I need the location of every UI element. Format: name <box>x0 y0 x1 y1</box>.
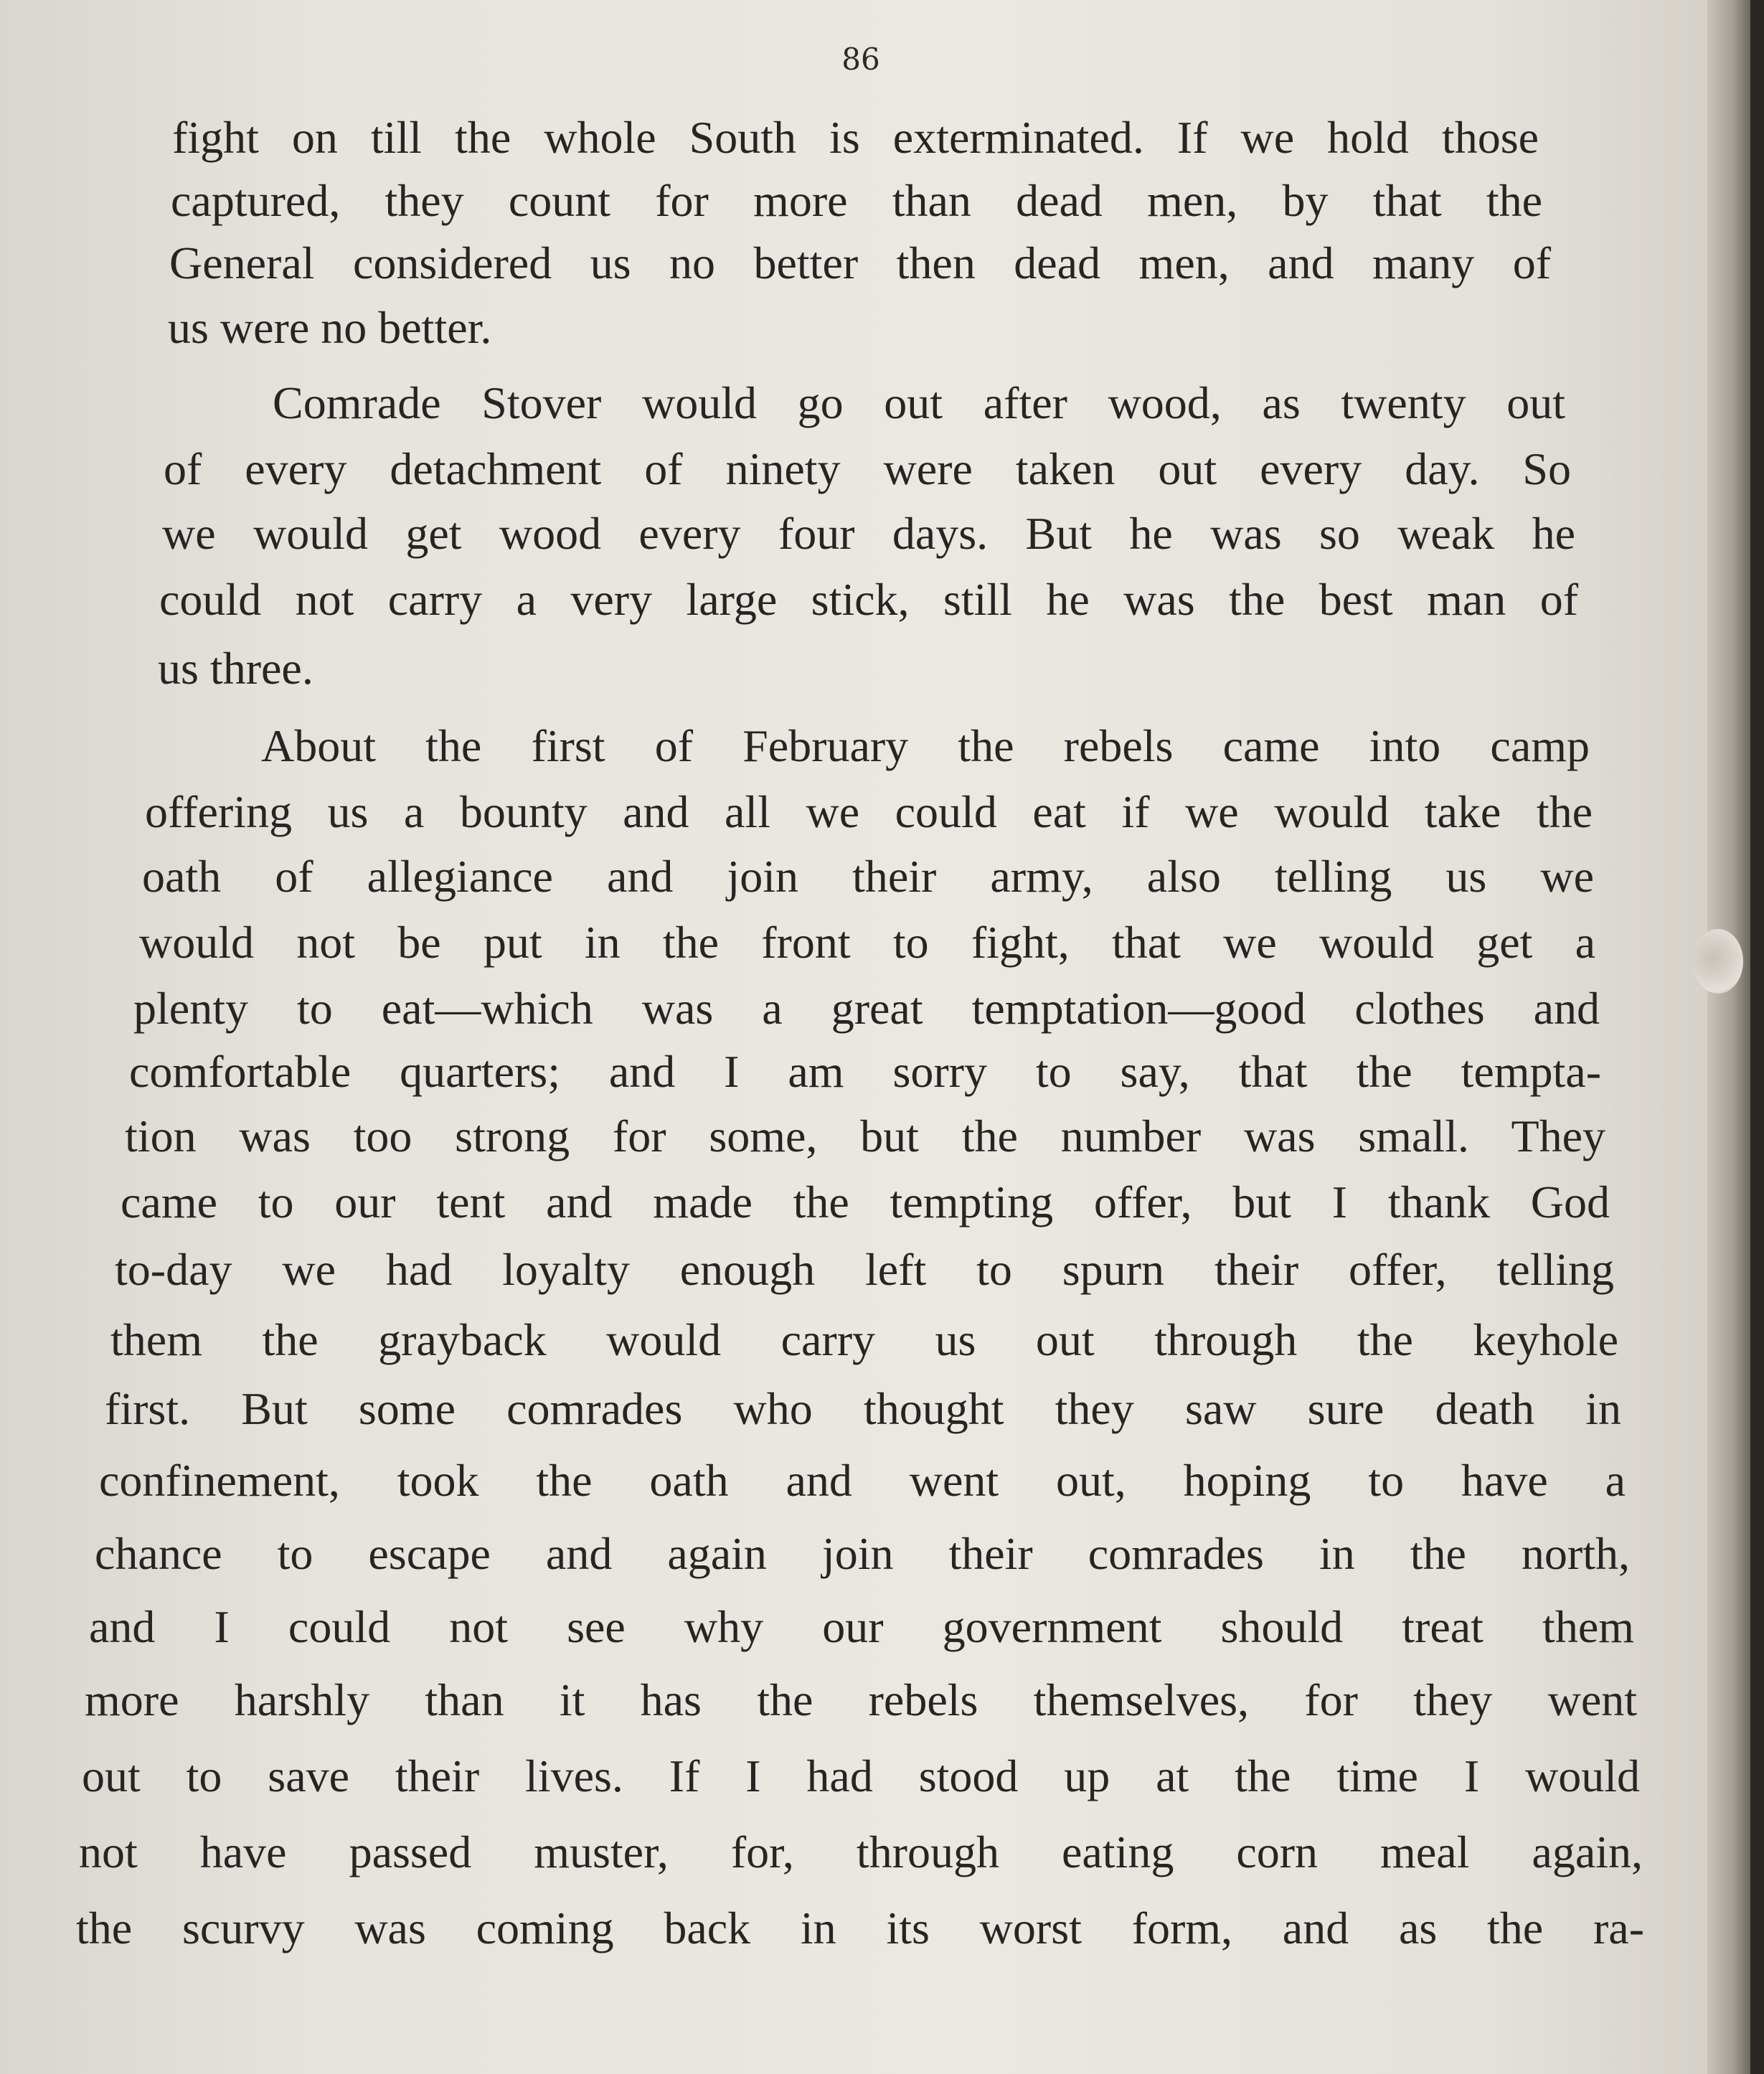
text-line: tion was too strong for some, but the number was small. They <box>125 1111 1605 1161</box>
text-line: them the grayback would carry us out through the keyhole <box>110 1314 1618 1365</box>
text-line: not have passed muster, for, through eating corn meal again, <box>79 1826 1643 1877</box>
text-line: and I could not see why our government should treat them <box>89 1601 1634 1652</box>
text-line: us three. <box>158 643 313 694</box>
page-number: 86 <box>841 42 880 77</box>
text-line: could not carry a very large stick, still he was the best man of <box>159 574 1578 625</box>
text-line: fight on till the whole South is exterminated. If we hold those <box>172 112 1539 163</box>
text-line: General considered us no better then dead men, and many of <box>169 237 1551 288</box>
text-line: plenty to eat—which was a great temptation—good clothes and <box>133 983 1600 1034</box>
text-line: to-day we had loyalty enough left to spurn their offer, telling <box>115 1244 1614 1295</box>
text-line: comfortable quarters; and I am sorry to say, that the tempta- <box>129 1046 1601 1097</box>
text-line: we would get wood every four days. But he was so weak he <box>162 508 1575 559</box>
text-line: the scurvy was coming back in its worst form, and as the ra- <box>76 1903 1644 1953</box>
text-line: Comrade Stover would go out after wood, as twenty out <box>273 377 1565 428</box>
text-line: captured, they count for more than dead men, by that the <box>171 175 1542 226</box>
text-line: chance to escape and again join their comrades in the north, <box>95 1528 1630 1579</box>
text-line: oath of allegiance and join their army, also telling us we <box>142 851 1594 902</box>
text-line: us were no better. <box>168 302 492 353</box>
text-line: offering us a bounty and all we could eat if we would take the <box>145 786 1593 837</box>
text-line: About the first of February the rebels came into camp <box>261 720 1590 771</box>
text-line: would not be put in the front to fight, that we would get a <box>139 917 1595 968</box>
text-line: confinement, took the oath and went out, hoping to have a <box>99 1455 1626 1506</box>
text-line: came to our tent and made the tempting offer, but I thank God <box>121 1177 1610 1227</box>
text-line: first. But some comrades who thought they saw sure death in <box>105 1383 1621 1434</box>
text-line: out to save their lives. If I had stood up at the time I would <box>82 1750 1640 1801</box>
text-line: of every detachment of ninety were taken out every day. So <box>164 443 1571 494</box>
text-line: more harshly than it has the rebels themselves, for they went <box>85 1674 1637 1725</box>
